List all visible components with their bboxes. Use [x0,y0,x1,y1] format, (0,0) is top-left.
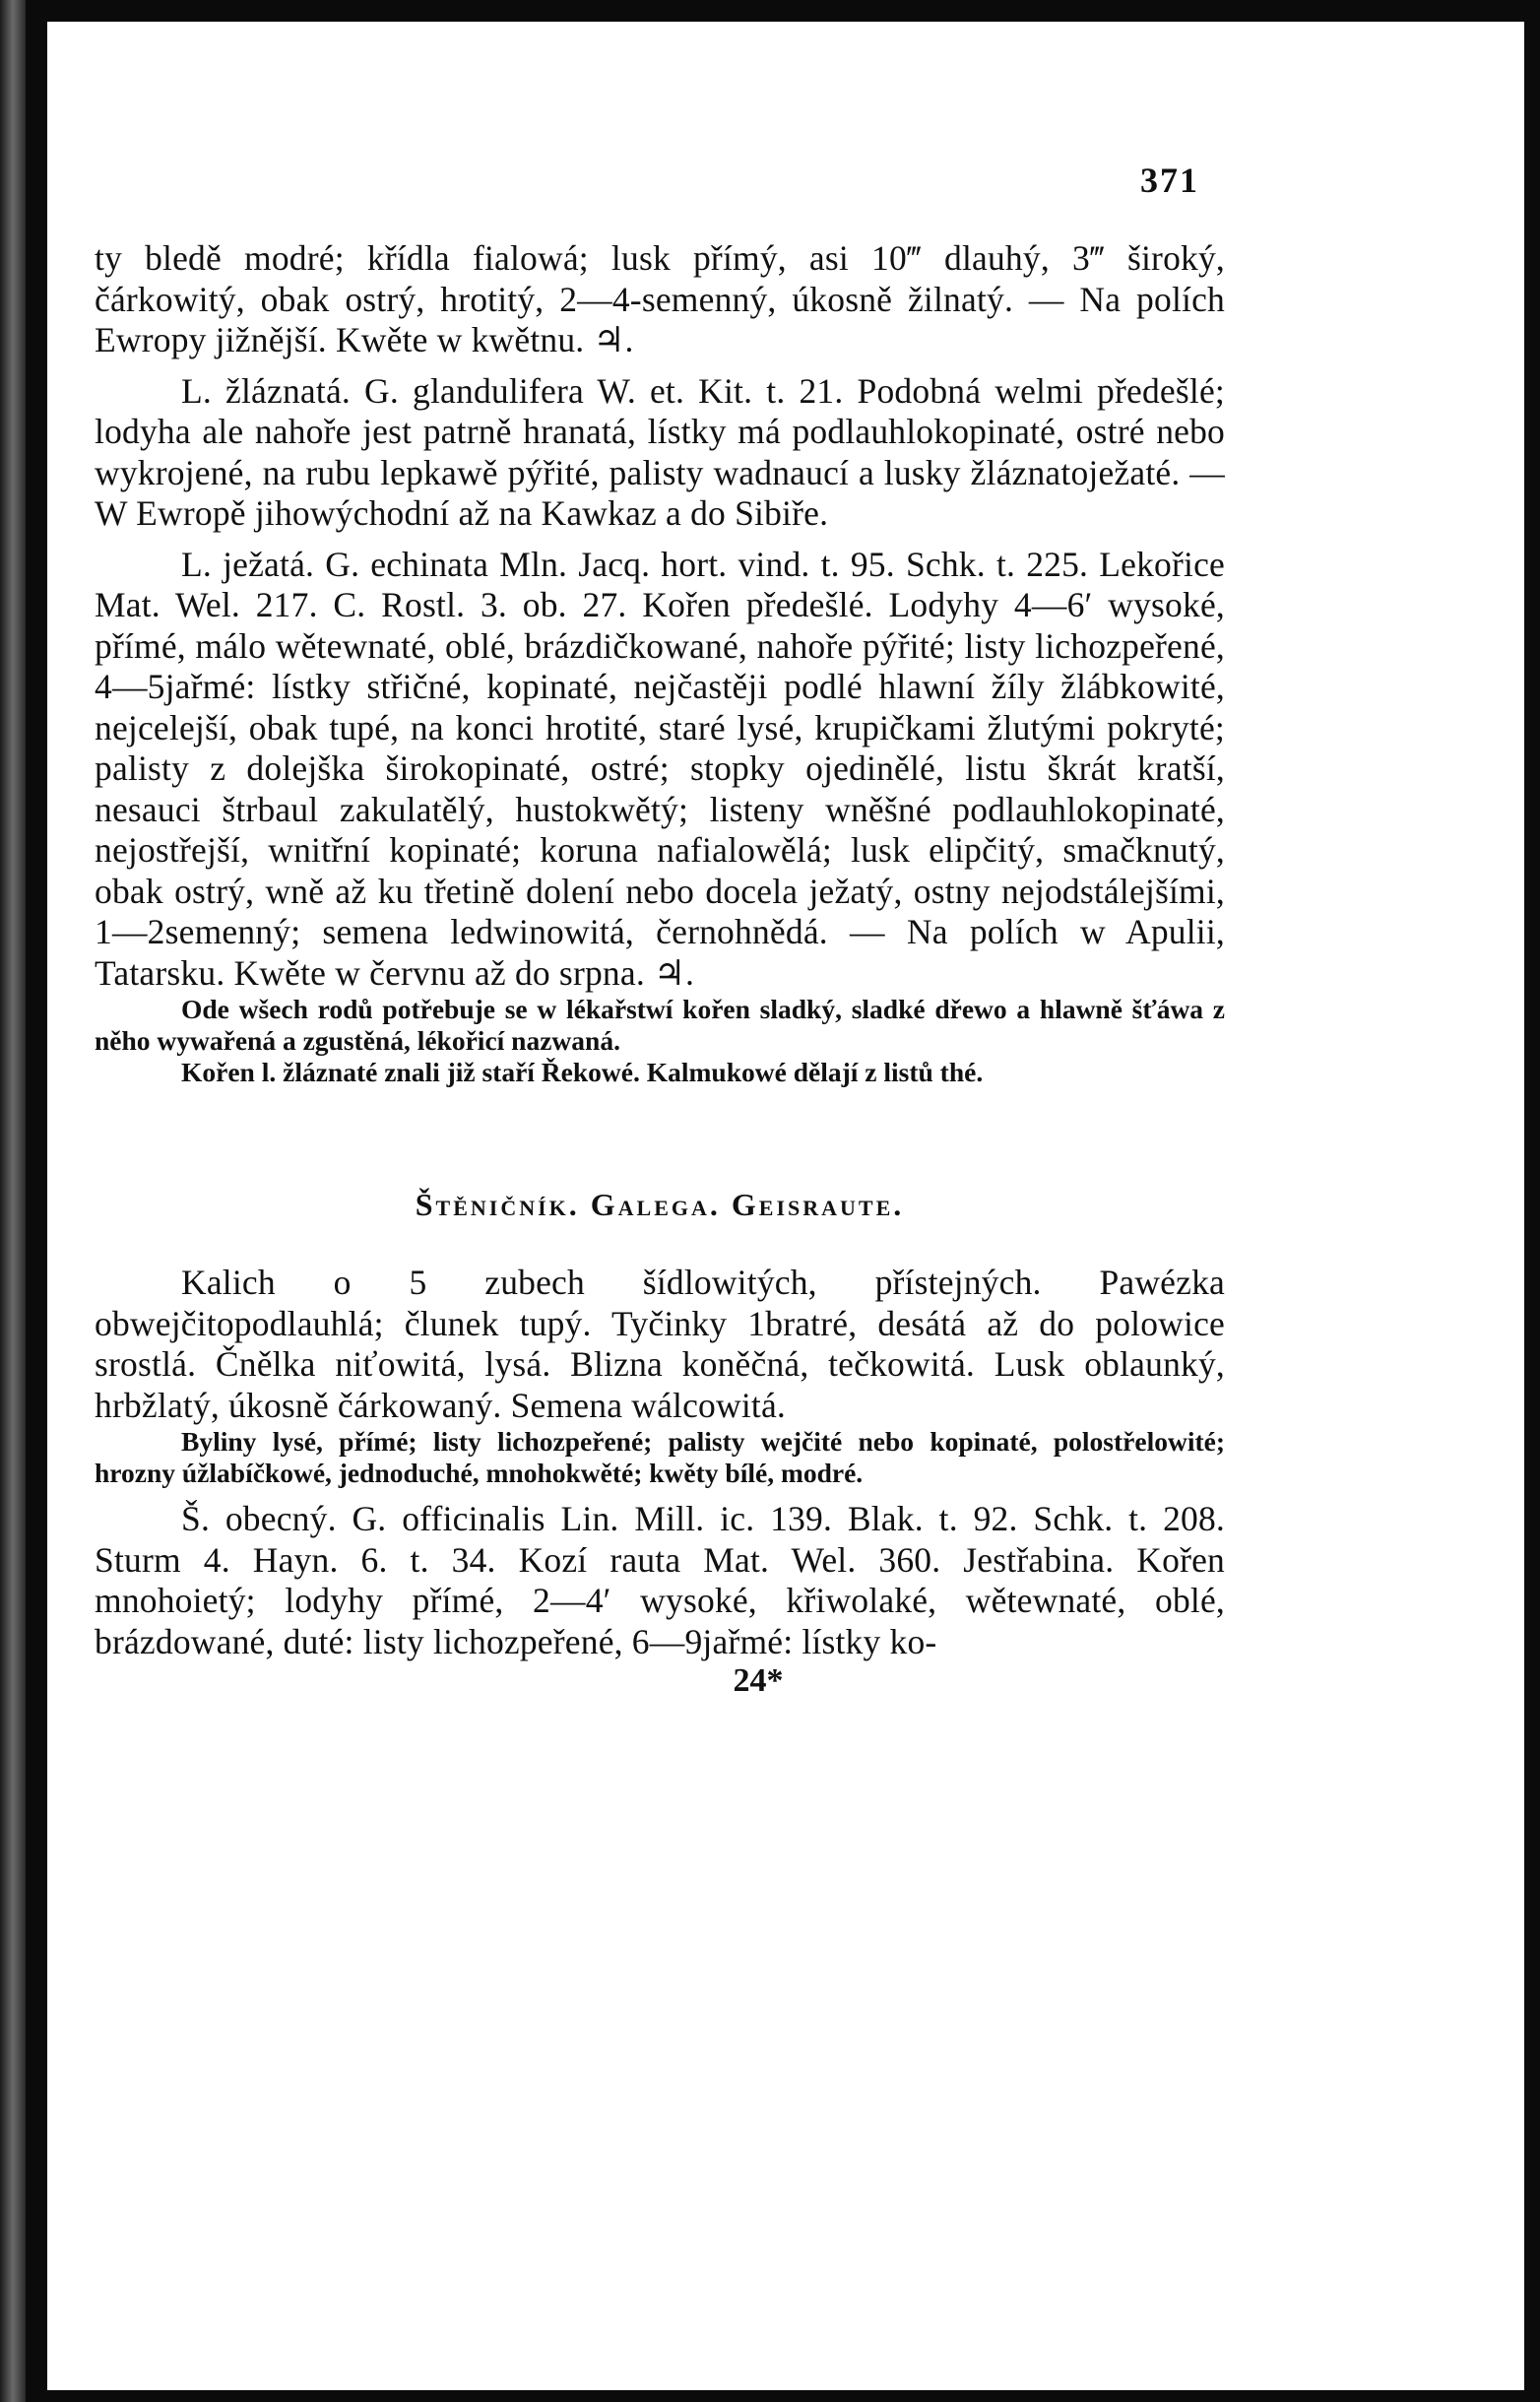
section-note: Byliny lysé, přímé; listy lichozpeřené; palisty wejčité nebo kopinaté, polostřelowité; hrozny úžlabíčkowé, jednoduché, mnohokwěté; kwěty bílé, modré. [95,1426,1225,1488]
page-number: 371 [1140,161,1199,200]
footnote-2: Kořen l. žláznaté znali již staří Řekowé. Kalmukowé dělají z listů thé. [181,1057,984,1087]
book-page [47,22,1524,2390]
paragraph-3: L. ježatá. G. echinata Mln. Jacq. hort. vind. t. 95. Schk. t. 225. Lekořice Mat. Wel. 217. C. Rostl. 3. ob. 27. Kořen předešlé. Lodyhy 4—6′ wysoké, přímé, málo wětewnaté, oblé, brázdičkowané, nahoře pýřité; listy lichozpeřené, 4—5jařmé: lístky střičné, kopinaté, nejčastěji podlé hlawní žíly žlábkowité, nejcelejší, obak tupé, na konci hrotité, staré lysé, krupičkami žlutými pokryté; palisty z dolejška širokopinaté, ostré; stopky ojedinělé, listu škrát kratší, nesauci štrbaul zakulatělý, hustokwětý; listeny wněšné podlauhlokopinaté, nejostřejší, wnitřní kopinaté; koruna nafialowělá; lusk elipčitý, smačknutý, obak ostrý, wně až ku třetině dolení nebo docela ježatý, ostny nejodstálejšími, 1—2semenný; semena ledwinowitá, černohnědá. — Na polích w Apulii, Tatarsku. Kwěte w červnu až do srpna. ♃. [95,544,1225,993]
section-paragraph: Kalich o 5 zubech šídlowitých, přístejných. Pawézka obwejčitopodlauhlá; člunek tupý. Tyčinky 1bratré, desátá až do polowice srostlá. Čnělka niťowitá, lysá. Blizna koněčná, tečkowitá. Lusk oblaunký, hrbžlatý, úkosně čárkowaný. Semena wálcowitá. [95,1263,1225,1425]
signature-mark: 24* [733,1662,784,1699]
paragraph-2: L. žláznatá. G. glandulifera W. et. Kit. t. 21. Podobná welmi předešlé; lodyha ale nahoře jest patrně hranatá, lístky má podlauhlokopinaté, ostré nebo wykrojené, na rubu lepkawě pýřité, palisty wadnaucí a lusky žláznatoježaté. — W Ewropě jihowýchodní až na Kawkaz a do Sibiře. [95,370,1225,533]
page-text [95,140,1225,1700]
paragraph-1: ty bledě modré; křídla fialowá; lusk přímý, asi 10‴ dlauhý, 3‴ široký, čárkowitý, obak ostrý, hrotitý, 2—4-semenný, úkosně žilnatý. — Na polích Ewropy jižnější. Kwěte w kwětnu. ♃. [95,238,1225,359]
last-paragraph: Š. obecný. G. officinalis Lin. Mill. ic. 139. Blak. t. 92. Schk. t. 208. Sturm 4. Hayn. 6. t. 34. Kozí rauta Mat. Wel. 360. Jestřabina. Kořen mnohoietý; lodyhy přímé, 2—4′ wysoké, křiwolaké, wětewnaté, oblé, brázdowané, duté: listy lichozpeřené, 6—9jařmé: lístky ko- [95,1499,1225,1661]
section-heading: Štěničník. Galega. Geisraute. [415,1187,905,1222]
footnote-1: Ode wšech rodů potřebuje se w lékařstwí kořen sladký, sladké dřewo a hlawně šťáwa z něho wywařená a zgustěná, lékořicí nazwaná. [95,994,1225,1056]
previous-page-edge [0,0,26,2402]
